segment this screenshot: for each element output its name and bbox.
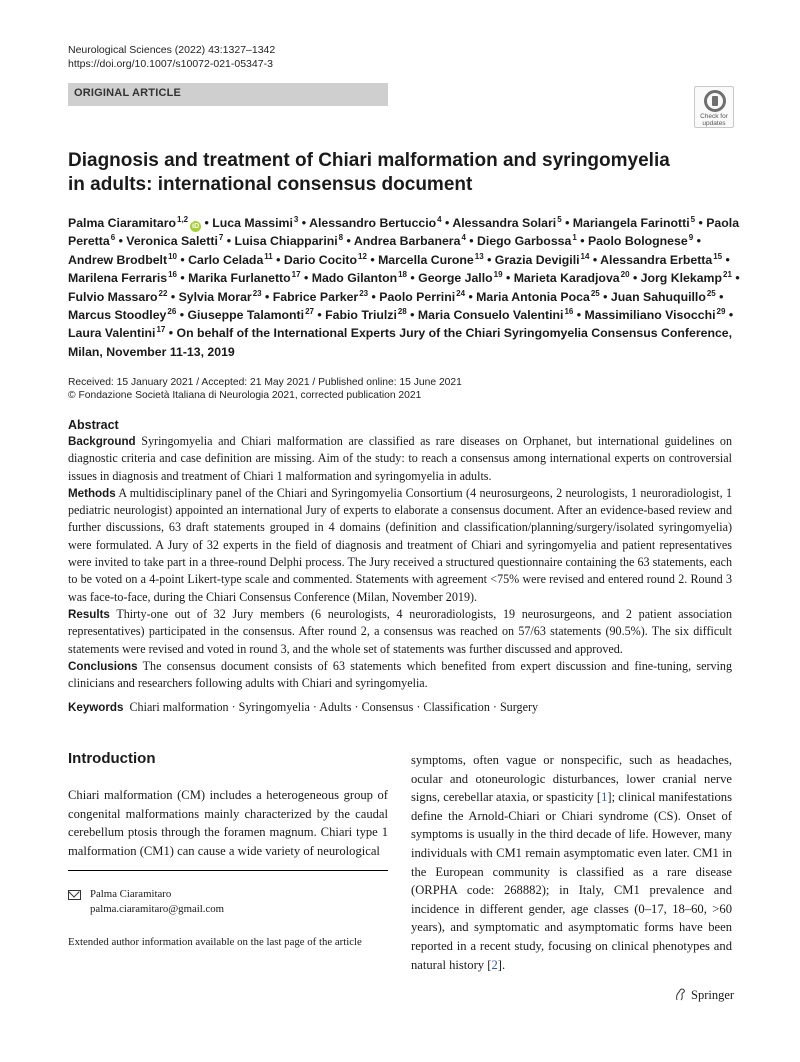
abstract-section-text: The consensus document consists of 63 statements which benefited from expert discussion and fine-tuning, serving clinicians and researchers following adults with Chiari and syringomyelia. [68, 658, 732, 691]
check-for-updates-badge[interactable] [694, 86, 734, 128]
author-affiliation: 8 [338, 233, 344, 243]
author-affiliation: 17 [156, 325, 166, 335]
author-name[interactable]: Marcus Stoodley [68, 308, 167, 323]
author-name[interactable]: Maria Antonia Poca [476, 289, 590, 304]
author-name[interactable]: Sylvia Morar [178, 289, 252, 304]
author-affiliation: 6 [110, 233, 116, 243]
author-name[interactable]: Grazia Devigili [494, 252, 580, 267]
author-collaboration: On behalf of the International Experts Jury of the Chiari Syringomyelia Consensus Conference, Milan, November 11-13, 2019 [68, 326, 733, 359]
author-name[interactable]: Paolo Bolognese [587, 234, 688, 249]
author-affiliation: 25 [706, 288, 716, 298]
keywords [68, 700, 538, 715]
abstract-heading: Abstract [68, 418, 119, 432]
author-affiliation: 29 [716, 306, 726, 316]
copyright-notice: © Fondazione Società Italiana di Neurologia 2021, corrected publication 2021 [68, 390, 422, 401]
check-updates-icon [704, 90, 726, 112]
author-separator: • [483, 252, 495, 267]
author-separator: • [115, 234, 127, 249]
journal-header [68, 43, 275, 71]
author-affiliation: 26 [167, 306, 177, 316]
author-affiliation: 12 [358, 251, 367, 261]
article-title: Diagnosis and treatment of Chiari malformation and syringomyelia in adults: international consensus document [68, 150, 670, 195]
publication-dates: Received: 15 January 2021 / Accepted: 21 May 2021 / Published online: 15 June 2021 [68, 377, 462, 388]
author-affiliation: 19 [493, 270, 503, 280]
keywords-label: Keywords [68, 701, 124, 714]
author-affiliation: 16 [168, 270, 178, 280]
author-separator: • [406, 308, 418, 323]
author-affiliation: 24 [456, 288, 466, 298]
author-affiliation: 17 [291, 270, 301, 280]
check-updates-label: Check for updates [700, 113, 728, 127]
author-name[interactable]: Maria Consuelo Valentini [417, 308, 564, 323]
author-affiliation: 7 [218, 233, 224, 243]
author-separator: • [695, 216, 707, 230]
author-separator: • [272, 252, 284, 267]
author-separator: • [368, 289, 380, 304]
correspondence [90, 887, 224, 917]
author-name[interactable]: Luca Massimi [212, 216, 293, 230]
abstract-section-text: Syringomyelia and Chiari malformation are classified as rare diseases on Orphanet, but international guidelines on diagnostic criteria and case definition are missing. Aim of the study: to reach a consensus among international experts on controversial issues in diagnosis and treatment of Chiari 1 malformation and syringomyelia in adults. [68, 434, 732, 483]
reference-link-2[interactable]: 2 [491, 957, 498, 972]
author-affiliation: 5 [557, 214, 562, 224]
publisher-name: Springer [691, 988, 735, 1002]
author-separator: • [201, 216, 213, 230]
author-name[interactable]: George Jallo [418, 271, 493, 286]
author-name[interactable]: Andrea Barbanera [353, 234, 461, 249]
author-affiliation: 10 [168, 251, 177, 261]
author-name[interactable]: Laura Valentini [68, 326, 156, 341]
author-separator: • [298, 216, 310, 230]
author-separator: • [629, 271, 641, 286]
author-separator: • [261, 289, 273, 304]
author-separator: • [502, 271, 514, 286]
author-name[interactable]: Marilena Ferraris [68, 271, 168, 286]
author-affiliation: 27 [305, 306, 314, 316]
author-name[interactable]: Juan Sahuquillo [610, 289, 706, 304]
author-affiliation: 4 [461, 233, 466, 243]
author-name[interactable]: Paola Peretta [68, 216, 740, 249]
extended-author-info: Extended author information available on the last page of the article [68, 936, 362, 948]
author-name[interactable]: Fabio Triulzi [325, 308, 397, 323]
author-name[interactable]: Jorg Klekamp [640, 271, 722, 286]
author-separator: • [731, 271, 740, 286]
author-separator: • [599, 289, 611, 304]
envelope-icon [68, 890, 81, 900]
abstract-section [68, 658, 732, 693]
journal-citation: Neurological Sciences (2022) 43:1327–1342 [68, 44, 276, 56]
author-name[interactable]: Luisa Chiapparini [234, 234, 338, 249]
correspondence-email[interactable]: palma.ciaramitaro@gmail.com [90, 903, 225, 915]
author-name[interactable]: Fabrice Parker [272, 289, 359, 304]
author-separator: • [343, 234, 354, 249]
author-separator: • [176, 252, 189, 267]
introduction-heading: Introduction [68, 750, 156, 767]
author-name[interactable]: Alessandro Bertuccio [309, 216, 437, 230]
correspondence-name: Palma Ciaramitaro [90, 888, 172, 900]
author-name[interactable]: Alessandra Solari [452, 216, 557, 230]
article-type-banner [68, 83, 388, 106]
reference-link-1[interactable]: 1 [601, 790, 608, 805]
author-separator: • [176, 308, 188, 323]
introduction-col2: symptoms, often vague or nonspecific, such as headaches, ocular and otoneurologic disturbances, lower cranial nerve signs, cerebellar ataxia, or spasticity [1]; clinical manifestations define the Arnold-Chiari or Chiari syndrome (CS). Onset of symptoms is usually in the third decade of life. However, many individuals with CM1 remain asymptomatic even later. CM1 in the European community is classified as a rare disease (ORPHA code: 268882); in Italy, CM1 prevalence and incidence in different gender, age classes (0–17, 18–60, >60 years), and symptomatic and asymptomatic forms have been reported in a recent study, focusing on clinical phenotypes and natural history [2]. [411, 753, 732, 972]
author-list [68, 214, 740, 361]
article-type: ORIGINAL ARTICLE [74, 87, 182, 99]
author-name[interactable]: Dario Cocito [283, 252, 358, 267]
author-name[interactable]: Andrew Brodbelt [68, 252, 168, 267]
author-name[interactable]: Massimiliano Visocchi [584, 308, 716, 323]
author-name[interactable]: Fulvio Massaro [68, 289, 158, 304]
author-separator: • [407, 271, 419, 286]
author-name[interactable]: Diego Garbossa [477, 234, 572, 249]
author-affiliation: 1 [572, 233, 577, 243]
author-name[interactable]: Marieta Karadjova [513, 271, 620, 286]
abstract-section [68, 606, 732, 658]
author-separator: • [725, 308, 734, 323]
author-name[interactable]: Mado Gilanton [311, 271, 398, 286]
abstract-section-label: Methods [68, 486, 116, 500]
author-separator: • [576, 234, 588, 249]
author-affiliation: 23 [252, 288, 262, 298]
author-affiliation: 25 [590, 288, 600, 298]
author-separator: • [722, 252, 730, 267]
author-name[interactable]: Palma Ciaramitaro [68, 216, 176, 230]
author-name[interactable]: Marcella Curone [378, 252, 474, 267]
author-separator: • [465, 234, 478, 249]
author-name[interactable]: Marika Furlanetto [188, 271, 291, 286]
author-affiliation: 23 [359, 288, 369, 298]
author-separator: • [177, 271, 189, 286]
author-name[interactable]: Paolo Perrini [379, 289, 456, 304]
author-affiliation: 20 [620, 270, 630, 280]
author-separator: • [693, 234, 701, 249]
author-affiliation: 14 [580, 251, 590, 261]
author-name[interactable]: Veronica Saletti [126, 234, 218, 249]
abstract-section-label: Background [68, 435, 136, 448]
author-affiliation: 11 [264, 251, 273, 261]
author-affiliation: 1,2 [177, 214, 189, 224]
author-name[interactable]: Carlo Celada [188, 252, 264, 267]
author-affiliation: 18 [398, 270, 407, 280]
author-separator: • [167, 289, 179, 304]
author-affiliation: 28 [397, 306, 407, 316]
author-affiliation: 21 [723, 270, 732, 280]
abstract-section-label: Results [68, 607, 110, 621]
author-separator: • [223, 234, 235, 249]
author-affiliation: 13 [474, 251, 484, 261]
author-affiliation: 22 [158, 288, 168, 298]
author-separator: • [366, 252, 379, 267]
footnote-divider [68, 870, 388, 871]
author-separator: • [165, 326, 177, 341]
abstract-section [68, 433, 732, 485]
abstract-body [68, 433, 732, 692]
abstract-section [68, 485, 732, 606]
orcid-icon[interactable]: iD [192, 223, 200, 230]
author-name[interactable]: Mariangela Farinotti [572, 216, 690, 230]
abstract-section-text: A multidisciplinary panel of the Chiari and Syringomyelia Consortium (4 neurosurgeons, 2 neurologists, 1 neuroradiologist, 1 pediatric neurologist) appointed an international Jury of experts to elaborate a consensus document. After an evidence-based review and further discussions, 63 draft statements grouped in 4 domains (definition and classification/planning/surgery/isolated syringomyelia) were formulated. A Jury of 32 experts in the field of diagnosis and treatment of Chiari and syringomyelia and patient representatives were invited to take part in a three-round Delphi process. The Jury received a structured questionnaire containing the 63 statements, each to be voted on a 4-point Likert-type scale and commented. Statements with agreement <75% were revised and entered round 2. Round 3 was face-to-face, during the Chiari Consensus Conference (Milan, November 2019). [68, 485, 733, 604]
author-separator: • [589, 252, 601, 267]
author-affiliation: 15 [713, 251, 723, 261]
author-separator: • [441, 216, 453, 230]
author-name[interactable]: Giuseppe Talamonti [187, 308, 305, 323]
abstract-section-label: Conclusions [68, 659, 138, 673]
author-separator: • [300, 271, 312, 286]
abstract-section-text: Thirty-one out of 32 Jury members (6 neurologists, 4 neuroradiologists, 19 neurosurgeons, and 2 patient association representatives) participated in the consensus. After round 2, a consensus was reached on 57/63 statements (90.5%). The six difficult statements were revised and voted in round 3, and the whole set of statements was further discussed and approved. [68, 606, 732, 656]
author-separator: • [465, 289, 477, 304]
author-name[interactable]: Alessandra Erbetta [600, 252, 713, 267]
author-separator: • [573, 308, 585, 323]
author-affiliation: 3 [293, 214, 299, 224]
author-affiliation: 9 [688, 233, 694, 243]
author-separator: • [313, 308, 326, 323]
author-affiliation: 16 [564, 306, 574, 316]
springer-horse-icon [674, 988, 686, 1001]
author-separator: • [561, 216, 573, 230]
doi-link[interactable]: https://doi.org/10.1007/s10072-021-05347-3 [68, 58, 273, 70]
publisher-logo [674, 988, 734, 1003]
keywords-text: Chiari malformation · Syringomyelia · Adults · Consensus · Classification · Surgery [129, 700, 539, 714]
author-affiliation: 5 [690, 214, 696, 224]
author-separator: • [715, 289, 724, 304]
author-affiliation: 4 [437, 214, 442, 224]
introduction-col1: Chiari malformation (CM) includes a heterogeneous group of congenital malformations mainly characterized by the caudal cerebellum ptosis through the foramen magnum. Chiari type 1 malformation (CM1) can cause a wide variety of neurological [68, 788, 388, 858]
